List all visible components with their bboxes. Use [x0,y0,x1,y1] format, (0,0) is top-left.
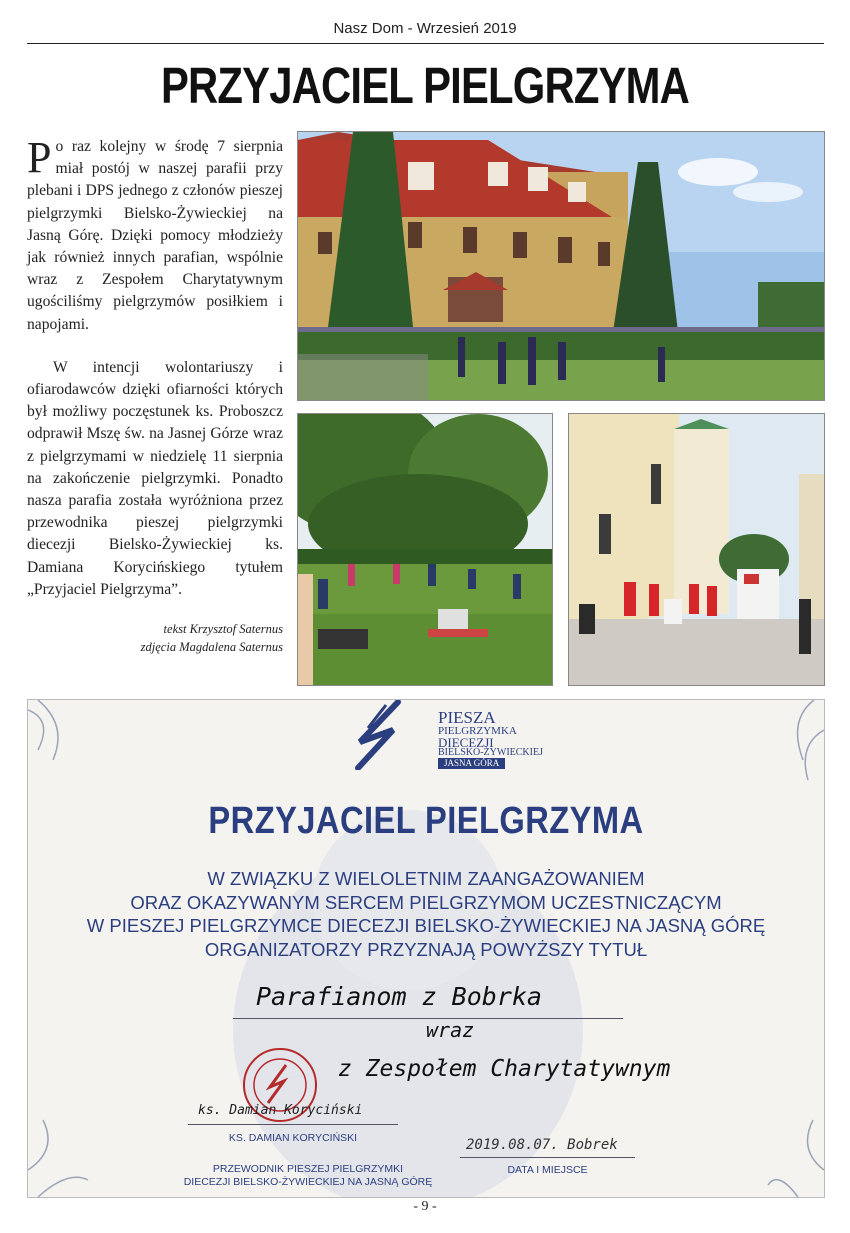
certificate [27,699,825,1198]
photo-meadow-illustration [298,414,552,685]
photo-credit: zdjęcia Magdalena Saternus [140,640,283,654]
photo-meadow-pilgrims [297,413,553,686]
logo-line-5: JASNA GÓRA [438,758,505,769]
article-paragraph-2: W intencji wolontariuszy i ofiarodawców dzięki ofiarności których był możliwy poczęstunek ks. Proboszcz odprawił Mszę św. na Jasnej Górze wraz z pielgrzymami w niedzielę 11 sierpnia na zakończenie pielgrzymki. Ponadto nasza parafia została wyróżniona przez przewodnika pieszej pielgrzymki diecezji Bielsko-Żywieckiej ks. Damiana Korycińskiego tytułem „Przyjaciel Pielgrzyma”. [27,358,283,598]
pilgrimage-logo-icon [338,700,438,770]
logo-line-3: DIECEZJI [438,735,494,750]
pilgrimage-logo [338,700,543,770]
signatory-role-line-1: PRZEWODNIK PIESZEJ PIELGRZYMKI [212,1163,404,1175]
logo-line-2: PIELGRZYMKA [438,725,517,737]
signature: ks. Damian Koryciński [198,1103,363,1118]
photo-rectory-illustration [298,132,824,400]
recipient-line-3: z Zespołem Charytatywnym [338,1056,671,1082]
certificate-body-line-4: ORGANIZATORZY PRZYZNAJĄ POWYŻSZY TYTUŁ [204,938,648,960]
certificate-body-line-1: W ZWIĄZKU Z WIELOLETNIM ZAANGAŻOWANIEM [207,868,645,889]
article-title: PRZYJACIEL PIELGRZYMA [160,57,690,114]
signature-line [188,1124,398,1125]
certificate-body-line-2: ORAZ OKAZYWANYM SERCEM PIELGRZYMOM UCZESTNICZĄCYM [130,891,722,913]
signatory-name: KS. DAMIAN KORYCIŃSKI [228,1132,358,1144]
article-paragraph-1 [27,133,283,336]
date-place: 2019.08.07. Bobrek [466,1137,618,1153]
signatory-role-line-2: DIECEZJI BIELSKO-ŻYWIECKIEJ NA JASNĄ GÓRĘ [183,1176,433,1188]
publication-header: Nasz Dom - Wrzesień 2019 [333,20,517,37]
article-text [27,133,283,601]
certificate-body-line-3: W PIESZEJ PIELGRZYMCE DIECEZJI BIELSKO-ŻYWIECKIEJ NA JASNĄ GÓRĘ [86,915,766,936]
recipient-line-1: Parafianom z Bobrka [256,982,542,1011]
paragraph-1-text: o raz kolejny w środę 7 sierpnia miał postój w naszej parafii przy plebani i DPS jednego z członów pieszej pielgrzymki Bielsko-Żywieckiej na Jasną Górę. Dzięki pomocy młodzieży jak również innych parafian, wspólnie wraz z Zespołem Charytatywnym ugościliśmy pielgrzymów posiłkiem i napojami. [27,138,283,333]
photo-credits [120,620,283,656]
photo-church-volunteers [568,413,825,686]
certificate-title: PRZYJACIEL PIELGRZYMA [208,800,644,842]
photo-rectory-pilgrims [297,131,825,401]
recipient-line-2: wraz [426,1018,475,1042]
photo-church-illustration [569,414,824,685]
logo-line-1: PIESZA [438,708,496,727]
text-credit: tekst Krzysztof Saternus [163,622,283,636]
page-number: - 9 - [413,1199,437,1214]
header-rule [27,43,824,44]
drop-cap: P [27,133,52,182]
logo-line-4: BIELSKO-ŻYWIECKIEJ [438,747,543,758]
date-place-label: DATA I MIEJSCE [507,1164,588,1176]
date-line [460,1157,635,1158]
certificate-body [28,867,824,961]
